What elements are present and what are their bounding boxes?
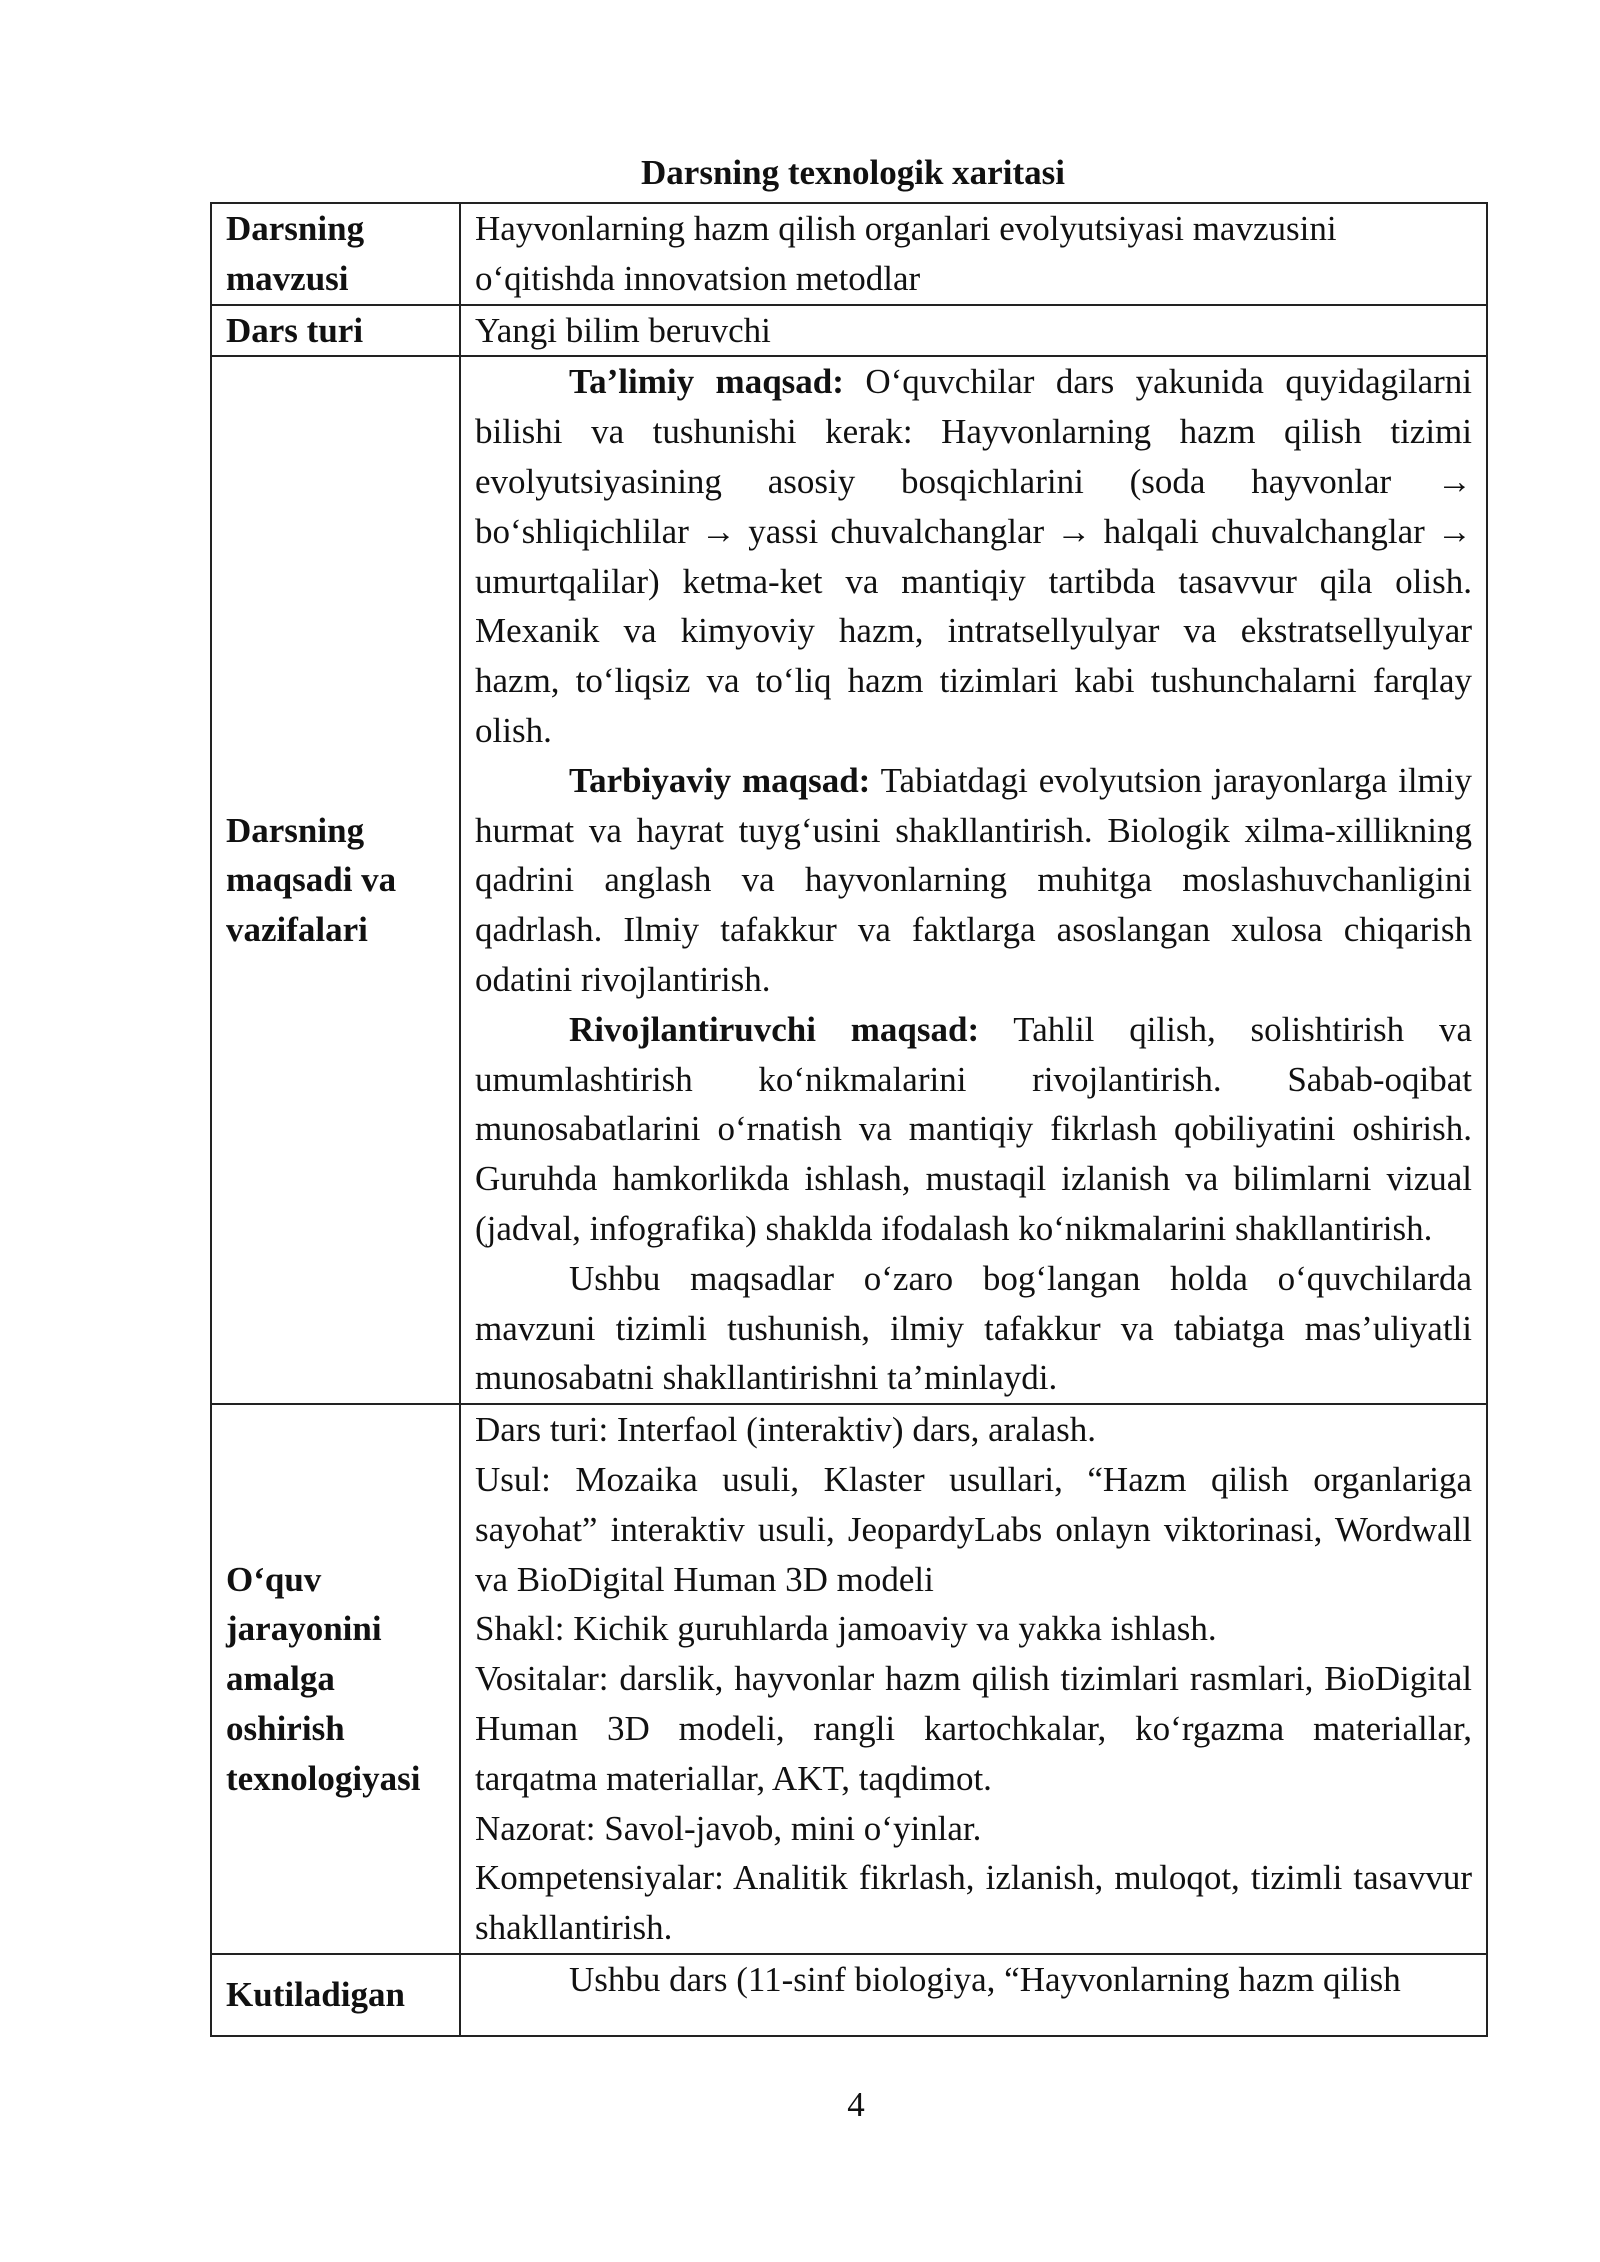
- table-row: [211, 305, 1487, 357]
- table-row: [211, 1954, 1487, 2036]
- table-row: [211, 356, 1487, 1404]
- table-row: [211, 203, 1487, 305]
- lesson-type-text: Yangi bilim beruvchi: [475, 310, 771, 350]
- row-content-expected: [460, 1954, 1487, 2036]
- row-content-technology: [460, 1404, 1487, 1954]
- technology-line-competencies: Kompetensiyalar: Analitik fikrlash, izlanish, muloqot, tizimli tasavvur shakllantirish.: [475, 1858, 1472, 1948]
- technology-line-methods: Usul: Mozaika usuli, Klaster usullari, “Hazm qilish organlariga sayohat” interaktiv usuli, JeopardyLabs onlayn viktorinasi, Wordwall va BioDigital Human 3D modeli: [475, 1459, 1472, 1599]
- table-row: [211, 1404, 1487, 1954]
- upbringing-goal-heading: Tarbiyaviy maqsad:: [569, 760, 871, 800]
- row-label-goals: Darsning maqsadi va vazifalari: [211, 356, 460, 1404]
- technology-line-tools: Vositalar: darslik, hayvonlar hazm qilish tizimlari rasmlari, BioDigital Human 3D modeli, rangli kartochkalar, ko‘rgazma materiallar, tarqatma materiallar, AKT, taqdimot.: [475, 1659, 1472, 1798]
- document-title: Darsning texnologik xaritasi: [641, 153, 1065, 192]
- expected-results-text: Ushbu dars (11-sinf biologiya, “Hayvonlarning hazm qilish: [569, 1959, 1401, 1999]
- technology-line-lesson-type: Dars turi: Interfaol (interaktiv) dars, aralash.: [475, 1410, 1096, 1450]
- educational-goal-heading: Ta’limiy maqsad:: [569, 362, 844, 402]
- row-content-topic: [460, 203, 1487, 305]
- developmental-goal-heading: Rivojlantiruvchi maqsad:: [569, 1009, 980, 1049]
- educational-goal-text: O‘quvchilar dars yakunida quyidagilarni bilishi va tushunishi kerak: Hayvonlarning hazm qilish tizimi evolyutsiyasining asosiy bosqichlarini (soda hayvonlar → bo‘shliqichlilar → yassi chuvalchanglar → halqali chuvalchanglar → umurtqalilar) ketma-ket va mantiqiy tartibda tasavvur qila olish. Mexanik va kimyoviy hazm, intratsellyulyar va ekstratsellyulyar hazm, to‘liqsiz va to‘liq hazm tizimlari kabi tushunchalarni farqlay olish.: [475, 362, 1472, 750]
- developmental-goal-paragraph: [475, 1005, 1472, 1254]
- upbringing-goal-paragraph: [475, 756, 1472, 1005]
- page-number: 4: [847, 2085, 865, 2124]
- technology-line-control: Nazorat: Savol-javob, mini o‘yinlar.: [475, 1808, 982, 1848]
- educational-goal-paragraph: [475, 357, 1472, 755]
- goals-summary-paragraph: Ushbu maqsadlar o‘zaro bog‘langan holda o‘quvchilarda mavzuni tizimli tushunish, ilmiy tafakkur va tabiatga mas’uliyatli munosabatni shakllantirishni ta’minlaydi.: [475, 1258, 1472, 1398]
- technology-map-table: [210, 202, 1488, 2037]
- row-label-topic: Darsning mavzusi: [211, 203, 460, 305]
- row-label-technology: O‘quv jarayonini amalga oshirish texnologiyasi: [211, 1404, 460, 1954]
- topic-text: Hayvonlarning hazm qilish organlari evolyutsiyasi mavzusini o‘qitishda innovatsion metodlar: [475, 209, 1337, 298]
- row-content-goals: [460, 356, 1487, 1404]
- row-label-expected: Kutiladigan: [211, 1954, 460, 2036]
- developmental-goal-text: Tahlil qilish, solishtirish va umumlashtirish ko‘nikmalarini rivojlantirish. Sabab-oqibat munosabatlarini o‘rnatish va mantiqiy fikrlash qobiliyatini oshirish. Guruhda hamkorlikda ishlash, mustaqil izlanish va bilimlarni vizual (jadval, infografika) shaklda ifodalash ko‘nikmalarini shakllantirish.: [475, 1009, 1472, 1248]
- technology-line-form: Shakl: Kichik guruhlarda jamoaviy va yakka ishlash.: [475, 1609, 1217, 1649]
- row-label-lesson-type: Dars turi: [211, 305, 460, 357]
- row-content-lesson-type: [460, 305, 1487, 357]
- upbringing-goal-text: Tabiatdagi evolyutsion jarayonlarga ilmiy hurmat va hayrat tuyg‘usini shakllantirish. Biologik xilma-xillikning qadrini anglash va hayvonlarning muhitga moslashuvchanligini qadrlash. Ilmiy tafakkur va faktlarga asoslangan xulosa chiqarish odatini rivojlantirish.: [475, 760, 1472, 999]
